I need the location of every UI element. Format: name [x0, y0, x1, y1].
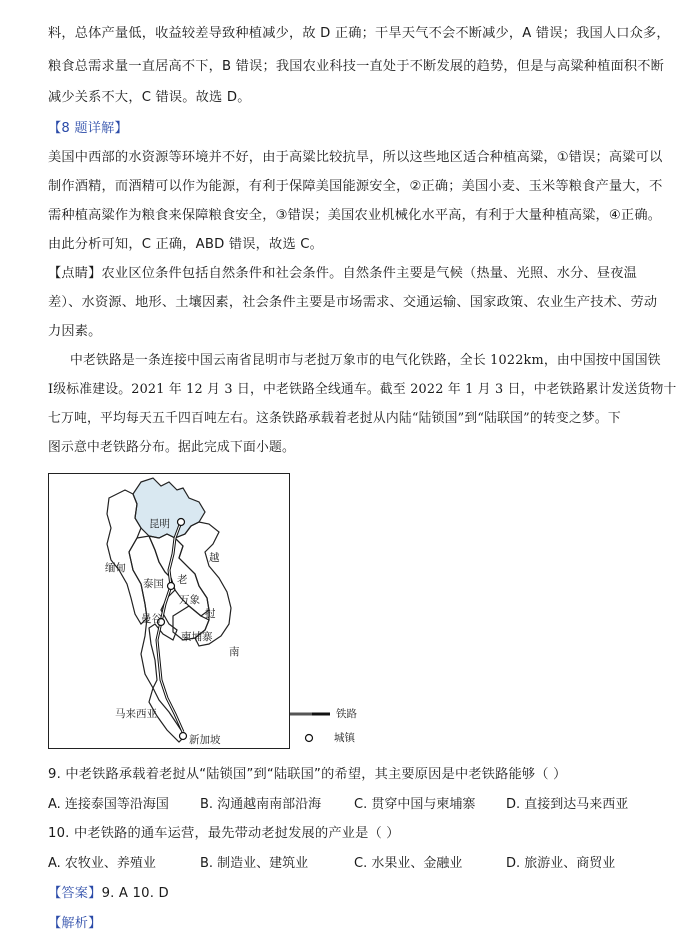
q9-option-c: C. 贯穿中国与柬埔寨 — [354, 797, 476, 812]
label-malaysia: 马来西亚 — [115, 708, 157, 720]
legend-city-icon — [304, 733, 314, 743]
q10-option-d: D. 旅游业、商贸业 — [506, 856, 616, 871]
q9-option-a: A. 连接泰国等沿海国 — [48, 797, 169, 812]
label-burma: 缅甸 — [105, 562, 126, 574]
question-9: 9. 中老铁路承载着老挝从“陆锁国”到“陆联国”的希望，其主要原因是中老铁路能够（ ） — [48, 767, 567, 782]
text-line: 由此分析可知，C 正确，ABD 错误，故选 C。 — [48, 237, 324, 252]
text-line: 需种植高粱作为粮食来保障粮食安全，③错误；美国农业机械化水平高，有利于大量种植高粱，④正确。 — [48, 208, 662, 223]
answer-text: 9. A 10. D — [101, 886, 169, 901]
label-vietnam-2: 南 — [229, 646, 240, 658]
label-kunming: 昆明 — [149, 518, 170, 530]
railway-map — [48, 473, 290, 749]
material-line: 中老铁路是一条连接中国云南省昆明市与老挝万象市的电气化铁路，全长 1022km，由中国按中国国铁 — [70, 353, 661, 368]
text-line: 制作酒精，而酒精可以作为能源，有利于保障美国能源安全，②正确；美国小麦、玉米等粮食产量大，不 — [48, 179, 663, 194]
text-line: 料，总体产量低，收益较差导致种植减少，故 D 正确；干旱天气不会不断减少，A 错误；我国人口众多， — [48, 26, 670, 41]
text-line: 【点睛】农业区位条件包括自然条件和社会条件。自然条件主要是气候（热量、光照、水分、昼夜温 — [48, 266, 638, 281]
text-line: 美国中西部的水资源等环境并不好，由于高粱比较抗旱，所以这些地区适合种植高粱，①错误；高粱可以 — [48, 150, 663, 165]
q10-option-b: B. 制造业、建筑业 — [200, 856, 309, 871]
material-line: Ⅰ级标准建设。2021 年 12 月 3 日，中老铁路全线通车。截至 2022 年 1 月 3 日，中老铁路累计发送货物十 — [48, 382, 677, 397]
text-line: 差）、水资源、地形、土壤因素，社会条件主要是市场需求、交通运输、国家政策、农业生产技术、劳动 — [48, 295, 658, 310]
q10-option-a: A. 农牧业、养殖业 — [48, 856, 156, 871]
label-vientiane: 万象 — [179, 594, 200, 606]
q9-option-d: D. 直接到达马来西亚 — [506, 797, 629, 812]
label-cambodia: 柬埔寨 — [181, 631, 213, 643]
text-line: 力因素。 — [48, 324, 102, 339]
material-line: 图示意中老铁路分布。据此完成下面小题。 — [48, 440, 295, 455]
question-10: 10. 中老铁路的通车运营，最先带动老挝发展的产业是（ ） — [48, 826, 400, 841]
city-vientiane — [168, 583, 175, 590]
q9-option-b: B. 沟通越南南部沿海 — [200, 797, 322, 812]
legend-railway-symbol — [290, 708, 330, 720]
legend-city-label: 城镇 — [334, 732, 355, 744]
label-thailand: 泰国 — [143, 578, 164, 590]
city-kunming — [178, 519, 185, 526]
section-heading-8: 【8 题详解】 — [48, 121, 128, 136]
label-bangkok: 曼谷 — [141, 613, 162, 625]
text-line: 粮食总需求量一直居高不下，B 错误；我国农业科技一直处于不断发展的趋势，但是与高粱种植面积不断 — [48, 59, 665, 74]
analysis-label: 【解析】 — [48, 916, 102, 931]
answer-label: 【答案】 — [48, 886, 102, 901]
label-laos-1: 老 — [177, 574, 188, 586]
map-svg — [49, 474, 291, 750]
answer-line — [48, 884, 169, 904]
material-line: 七万吨，平均每天五千四百吨左右。这条铁路承载着老挝从内陆“陆锁国”到“陆联国”的转变之梦。下 — [48, 411, 621, 426]
legend-railway-label: 铁路 — [336, 708, 357, 720]
q10-option-c: C. 水果业、金融业 — [354, 856, 463, 871]
label-singapore: 新加坡 — [189, 734, 221, 746]
label-laos-2: 挝 — [205, 608, 216, 620]
text-line: 减少关系不大，C 错误。故选 D。 — [48, 90, 251, 105]
railway-line — [157, 522, 183, 732]
city-singapore — [180, 733, 187, 740]
label-vietnam-1: 越 — [209, 552, 220, 564]
